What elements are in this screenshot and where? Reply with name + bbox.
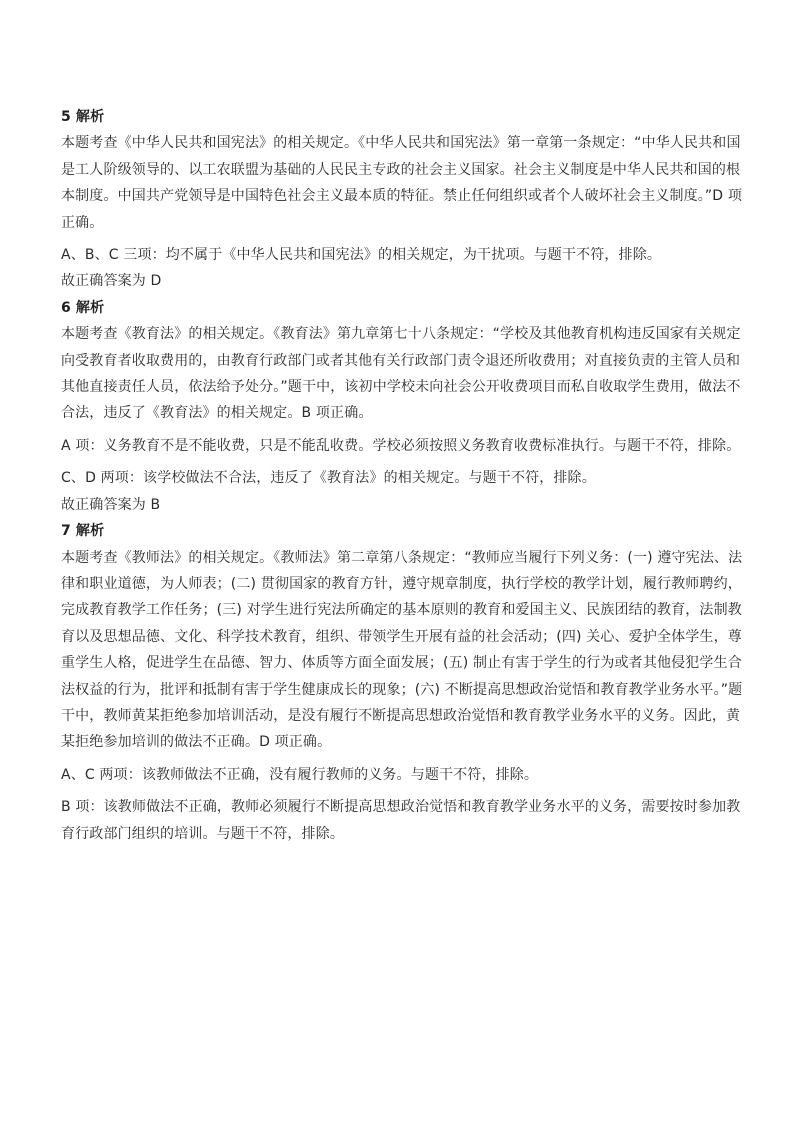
answer-line: 故正确答案为 B [61,496,161,513]
section-6 [61,295,743,518]
answer-line: 故正确答案为 D [61,273,162,290]
document-page [61,104,743,847]
paragraph: A 项：义务教育不是不能收费，只是不能乱收费。学校必须按照义务教育收费标准执行。与题干不符，排除。 [61,437,741,454]
section-heading: 5 解析 [61,109,105,125]
section-heading: 7 解析 [61,523,105,540]
section-5 [61,104,743,295]
paragraph: 本题考查《教师法》的相关规定。《教师法》第二章第八条规定：“教师应当履行下列义务：(一) 遵守宪法、法律和职业道德，为人师表；(二) 贯彻国家的教育方针，遵守规章制度，执行学校的教学计划，履行教师聘约，完成教育教学工作任务；(三) 对学生进行宪法所确定的基本原则的教育和爱国主义、民族团结的教育，法制教育以及思想品德、文化、科学技术教育，组织、带领学生开展有益的社会活动；(四) 关心、爱护全体学生，尊重学生人格，促进学生在品德、智力、体质等方面全面发展；(五) 制止有害于学生的行为或者其他侵犯学生合法权益的行为，批评和抵制有害于学生健康成长的现象；(六) 不断提高思想政治觉悟和教育教学业务水平。”题干中，教师黄某拒绝参加培训活动，是没有履行不断提高思想政治觉悟和教育教学业务水平的义务。因此，黄某拒绝参加培训的做法不正确。D 项正确。 [61,549,743,751]
paragraph: A、C 两项：该教师做法不正确，没有履行教师的义务。与题干不符，排除。 [61,766,539,783]
section-7 [61,518,743,847]
paragraph: 本题考查《中华人民共和国宪法》的相关规定。《中华人民共和国宪法》第一章第一条规定：“中华人民共和国是工人阶级领导的、以工农联盟为基础的人民民主专政的社会主义国家。社会主义制度是中华人民共和国的根本制度。中国共产党领导是中国特色社会主义最本质的特征。禁止任何组织或者个人破坏社会主义制度。”D 项正确。 [61,135,742,231]
paragraph: 本题考查《教育法》的相关规定。《教育法》第九章第七十八条规定：“学校及其他教育机构违反国家有关规定向受教育者收取费用的，由教育行政部门或者其他有关行政部门责令退还所收费用；对直接负责的主管人员和其他直接责任人员，依法给予处分。”题干中，该初中学校未向社会公开收费项目而私自收取学生费用，做法不合法，违反了《教育法》的相关规定。B 项正确。 [61,326,741,422]
paragraph: B 项：该教师做法不正确，教师必须履行不断提高思想政治觉悟和教育教学业务水平的义务，需要按时参加教育行政部门组织的培训。与题干不符，排除。 [61,799,741,842]
paragraph: C、D 两项：该学校做法不合法，违反了《教育法》的相关规定。与题干不符，排除。 [61,470,596,487]
section-heading: 6 解析 [61,299,105,316]
paragraph: A、B、C 三项：均不属于《中华人民共和国宪法》的相关规定，为干扰项。与题干不符，排除。 [61,247,662,264]
